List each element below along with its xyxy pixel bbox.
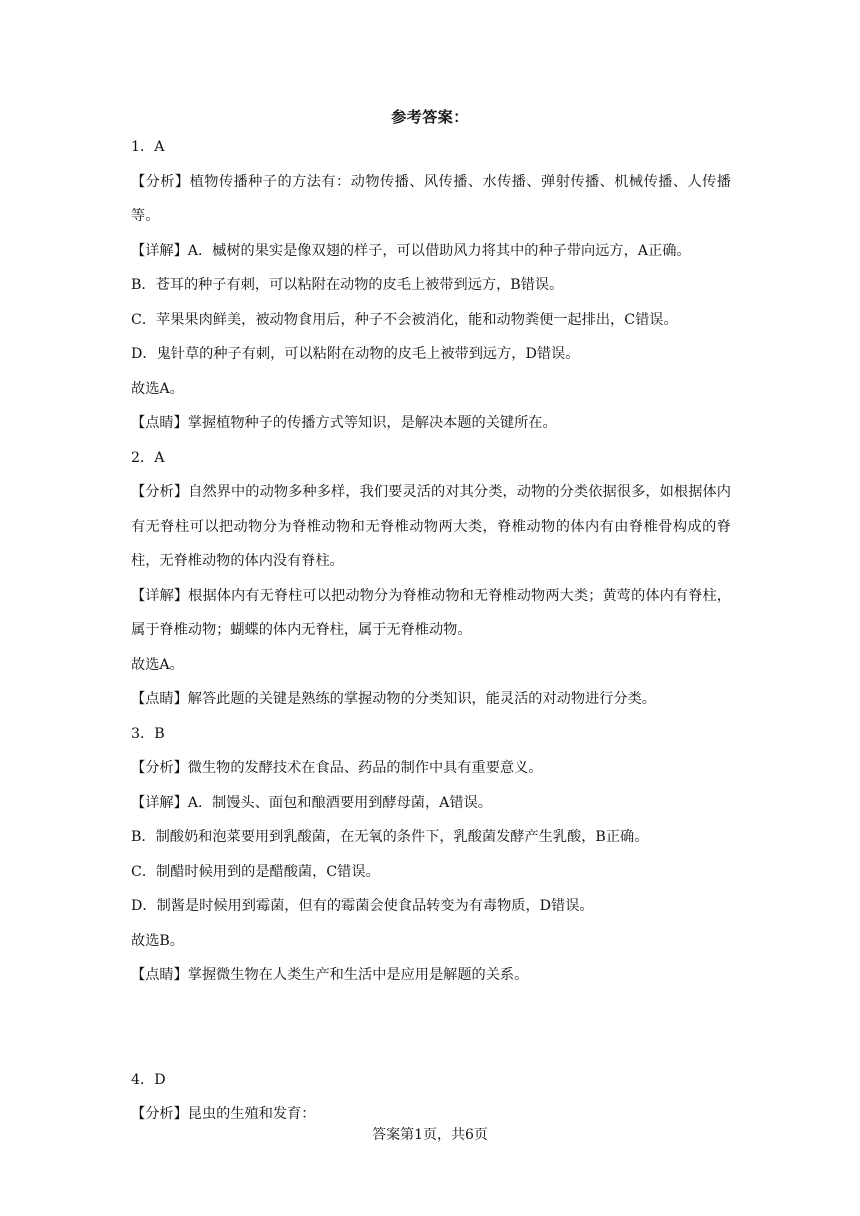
q4-number: 4．D	[131, 1071, 166, 1088]
q1-analysis: 【分析】植物传播种子的方法有：动物传播、风传播、水传播、弹射传播、机械传播、人传播等。	[131, 173, 731, 224]
page-title: 参考答案：	[391, 108, 469, 126]
q1-choose: 故选A。	[131, 380, 184, 397]
answer-content	[131, 130, 731, 1132]
q3-choose: 故选B。	[131, 932, 184, 949]
q2-choose: 故选A。	[131, 656, 184, 673]
q1-option-c: C．苹果果肉鲜美，被动物食用后，种子不会被消化，能和动物粪便一起排出，C错误。	[131, 311, 678, 328]
q3-detail: 【详解】A．制馒头、面包和酿酒要用到酵母菌，A错误。	[131, 794, 492, 811]
q1-comment: 【点睛】掌握植物种子的传播方式等知识，是解决本题的关键所在。	[131, 415, 557, 431]
q4-analysis: 【分析】昆虫的生殖和发育：	[131, 1106, 316, 1122]
q3-analysis: 【分析】微生物的发酵技术在食品、药品的制作中具有重要意义。	[131, 760, 543, 776]
q1-option-b: B．苍耳的种子有刺，可以粘附在动物的皮毛上被带到远方，B错误。	[131, 277, 564, 293]
q2-detail: 【详解】根据体内有无脊柱可以把动物分为脊椎动物和无脊椎动物两大类；黄莺的体内有脊柱，属于脊椎动物；蝴蝶的体内无脊柱，属于无脊椎动物。	[131, 587, 731, 638]
q2-number: 2．A	[131, 449, 165, 466]
q3-option-c: C．制醋时候用到的是醋酸菌，C错误。	[131, 863, 380, 880]
q1-number: 1．A	[131, 139, 165, 155]
q3-comment: 【点睛】掌握微生物在人类生产和生活中是应用是解题的关系。	[131, 967, 529, 983]
q3-number: 3．B	[131, 725, 165, 742]
page-footer: 答案第1页，共6页	[372, 1127, 488, 1143]
q3-option-b: B．制酸奶和泡菜要用到乳酸菌，在无氧的条件下，乳酸菌发酵产生乳酸，B正确。	[131, 829, 649, 845]
q3-option-d: D．制酱是时候用到霉菌，但有的霉菌会使食品转变为有毒物质，D错误。	[131, 898, 594, 914]
q1-detail: 【详解】A．槭树的果实是像双翅的样子，可以借助风力将其中的种子带向远方，A正确。	[131, 242, 691, 259]
q1-option-d: D．鬼针草的种子有刺，可以粘附在动物的皮毛上被带到远方，D错误。	[131, 346, 580, 362]
q2-analysis: 【分析】自然界中的动物多种多样，我们要灵活的对其分类，动物的分类依据很多，如根据体内有无脊柱可以把动物分为脊椎动物和无脊椎动物两大类，脊椎动物的体内有由脊椎骨构成的脊柱，无脊椎动物的体内没有脊柱。	[131, 484, 731, 569]
section-spacer	[131, 993, 731, 1063]
q2-comment: 【点睛】解答此题的关键是熟练的掌握动物的分类知识，能灵活的对动物进行分类。	[131, 691, 656, 707]
